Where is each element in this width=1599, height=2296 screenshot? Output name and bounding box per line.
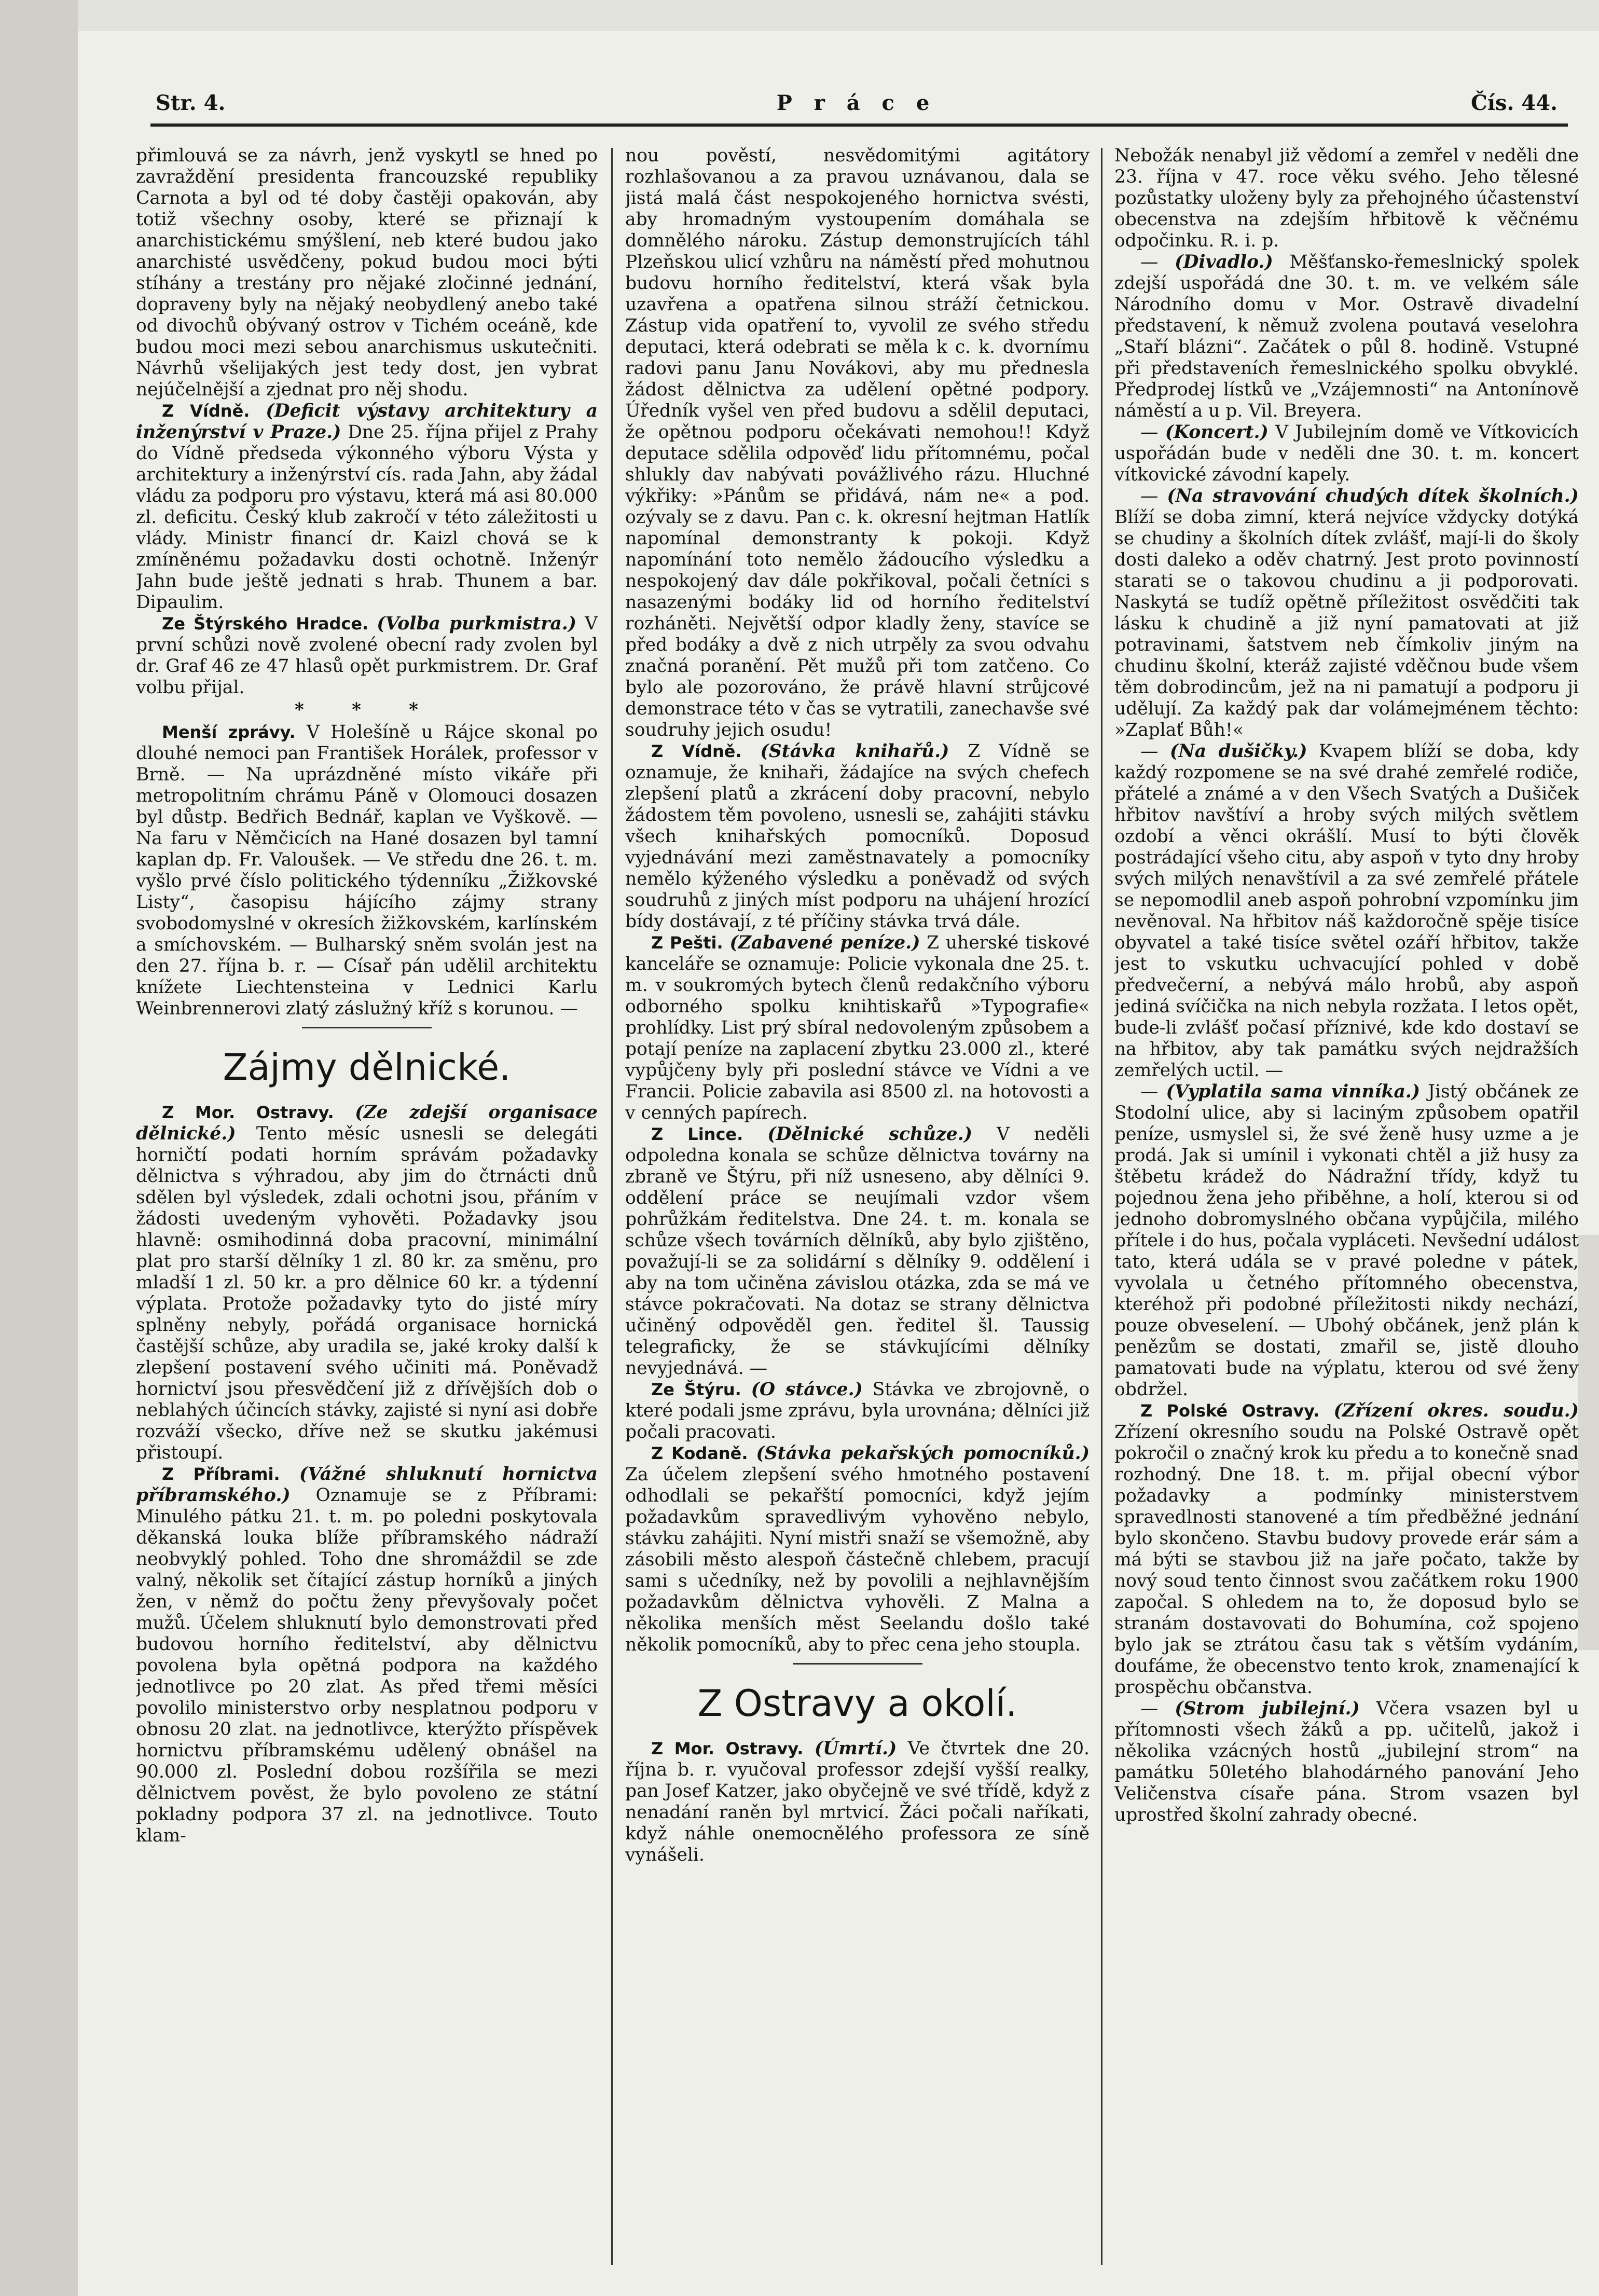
news-item: Z Příbrami. (Vážné shluknutí hornictva příbramského.) Oznamuje se z Příbrami: Minulého pátku 21. t. m. po poledni poskytovala děkanská louka blíže příbramského nádraží neobvyklý pohled. Toho dne shromáždil se zde valný, několik set čítající zástup horníků a jiných žen, v němž do počtu ženy převyšovaly počet mužů. Účelem shluknutí bylo demonstrovati před budovou horního ředitelství, aby dělnictvu povolena byla opětná podpora na každého jednotlivce po 20 zlat. As před třemi měsíci povolilo ministerstvo orby nesplatnou podporu v obnosu 20 zlat. na jednotlivce, kterýžto příspěvek hornictvu příbramskému udělený obnášel na 90.000 zl. Poslední dobou rozšířila se mezi dělnictvem pověst, že bylo povoleno ze státní pokladny podpora 37 zl. na jednotlivce. Touto klam- <box>136 1464 598 1846</box>
news-item: Z Pešti. (Zabavené peníze.) Z uherské tiskové kanceláře se oznamuje: Policie vykonala dne 25. t. m. v soukromých bytech členů redakčního výboru odborného spolku knihtiskařů »Typografie« prohlídky. List prý sbíral nedovoleným způsobem a potají peníze na zaplacení zbytku 23.000 zl., které vypůjčeny byly při poslední stávce ve Vídni a ve Francii. Policie zabavila asi 8500 zl. na hotovosti a v cenných papírech. <box>625 932 1090 1123</box>
news-item: — (Vyplatila sama vinníka.) Jistý občánek ze Stodolní ulice, aby si laciným způsobem opatřil peníze, usmyslel si, že své ženě husy uzme a je prodá. Jak si umínil i vykonati chtěl a již husy za štěbetu krádež do Nádražní třídy, když tu pojednou žena jeho přiběhne, a holí, kterou si od jednoho dobromyslného občana vypůjčila, milého přítele i do hus, počala vypláceti. Nevšední událost tato, která udála se v pravé poledne v pátek, vyvolala u četného přítomného obecenstva, kteréhož při podobné příležitosti nikdy nechází, pouze obveselení. — Ubohý občánek, jenž plán k penězům se dostati, zmařil se, jistě dlouho pamatovati bude na výplatu, kterou od své ženy obdržel. <box>1114 1081 1579 1400</box>
news-item: — (Na stravování chudých dítek školních.) Blíží se doba zimní, která nejvíce vždycky dotýká se chudiny a školních dítek zvlášť, mají-li do školy dosti daleko a oděv chatrný. Jest proto povinností starati se o takovou chudinu a ji podporovati. Naskytá se tudíž opětně příležitost osvědčiti tak lásku k chudině a již nyní pamatovati at již potravinami, šatstvem neb čímkoliv jiným na chudinu školní, kteráž zajisté vděčnou bude všem těm dobrodincům, jež na ni pamatují a podporu ji udělují. Za každý pak dar volámejménem těchto: »Zaplať Bůh!« <box>1114 486 1579 740</box>
column-rule <box>1101 148 1102 2265</box>
news-item: — (Koncert.) V Jubilejním domě ve Vítkovicích uspořádán bude v neděli dne 30. t. m. koncert vítkovické závodní kapely. <box>1114 422 1579 485</box>
news-item: — (Strom jubilejní.) Včera vsazen byl u přítomnosti všech žáků a pp. učitelů, jakož i několika vzácných hostů „jubilejní strom“ na památku 50letého blahodárného panování Jeho Veličenstva císaře pána. Strom vsazen byl uprostřed školní zahrady obecné. <box>1114 1698 1579 1825</box>
page-header <box>156 91 1557 122</box>
news-item: Z Kodaně. (Stávka pekařských pomocníků.) Za účelem zlepšení svého hmotného postavení odhodlali se pekařští pomocníci, když jejím požadavkům spravedlivým vyhověno nebylo, stávku zahájiti. Nyní mistři snaží se všemožně, aby zásobili město alespoň částečně chlebem, pracují sami s učedníky, než by povolili a nejhlavnějším požadavkům dělnictva vyhověli. Z Malna a několika menších měst Seelandu došlo také několik pomocníků, aby to přec cena jeho stoupla. <box>625 1443 1090 1655</box>
column-2 <box>625 145 1090 2278</box>
news-item: Menší zprávy. V Holešíně u Rájce skonal po dlouhé nemoci pan František Horálek, professor v Brně. — Na uprázdněné místo vikáře při metropolitním chrámu Páně v Olomouci dosazen byl důstp. Bedřich Bednář, kaplan ve Vyškově. — Na faru v Němčicích na Hané dosazen byl tamní kaplan dp. Fr. Valoušek. — Ve středu dne 26. t. m. vyšlo prvé číslo politického týdenníku „Žižkovské Listy“, časopisu hájícího zájmy strany svobodomyslné v okresích žižkovském, karlínském a smíchovském. — Bulharský sněm svolán jest na den 27. října b. r. — Císař pán udělil architektu knížete Liechtensteina v Lednici Karlu Weinbrennerovi zlatý záslužný kříž s korunou. — <box>136 722 598 1019</box>
article-text: nou pověstí, nesvědomitými agitátory rozhlašovanou a za pravou uznávanou, dala se jistá malá část nespokojeného hornictva svésti, aby hromadným vystoupením domáhala se domnělého nároku. Zástup demonstrujících táhl Plzeňskou ulicí vzhůru na náměstí před mohutnou budovu horního ředitelství, která však byla uzavřena a opatřena silnou stráží četnickou. Zástup vida opatření to, vyvolil ze svého středu deputaci, která odebrati se měla k c. k. dvornímu radovi panu Janu Novákovi, aby mu přednesla žádost dělnictva za udělení opětné podpory. Úředník vyšel ven před budovu a sdělil deputaci, že opětnou podporu očekávati nemohou!! Když deputace sdělila odpověď lidu přítomnému, počal shlukly dav nabývati povážlivého rázu. Hluchné výkřiky: »Pánům se přidává, nám ne« a pod. ozývaly se z davu. Pan c. k. okresní hejtman Hatlík napomínal demonstranty k pokoji. Když napomínání toto nemělo žádoucího výsledku a nespokojený dav dále pokřikoval, počali četníci s nasazenými bodáky lid od horního ředitelství rozháněti. Největší odpor kladly ženy, stavíce se před bodáky a dvě z nich utrpěly za svou odvahu značná poranění. Pět mužů při tom zatčeno. Co bylo ale pozorováno, že právě hlavní strůjcové demonstrace této v čas se vytratili, zanechavše své soudruhy jejich osudu! <box>625 145 1090 740</box>
section-heading: Zájmy dělnické. <box>223 1046 511 1089</box>
news-item: Z Vídně. (Stávka knihařů.) Z Vídně se oznamuje, že knihaři, žádajíce na svých chefech zlepšení platů a zkrácení doby pracovní, nebylo žádostem těm povoleno, usnesli se, zahájiti stávku všech knihařských pomocníků. Doposud vyjednávání mezi zaměstnavately a pomocníky nemělo kýženého výsledku a poněvadž od svých soudruhů z jiných míst podporu na uhájení hrozící bídy dostávají, z té příčiny stávka trvá dále. <box>625 741 1090 932</box>
news-item: Ze Štýru. (O stávce.) Stávka ve zbrojovně, o které podali jsme zprávu, byla urovnána; dělníci již počali pracovati. <box>625 1379 1090 1442</box>
divider <box>793 1663 922 1665</box>
header-rule <box>150 123 1568 127</box>
binding-shadow <box>0 0 78 2296</box>
next-page-edge <box>1578 1235 1599 1650</box>
divider <box>302 1027 432 1028</box>
news-item: Z Polské Ostravy. (Zřízení okres. soudu.) Zřízení okresního soudu na Polské Ostravě opět pokročil o značný krok ku předu a to konečně snad rozhodný. Dne 18. t. m. přijal obecní výbor požadavky a podmínky ministerstvem spravedlnosti stanovené a tím předběžné jednání bylo skončeno. Stavbu budovy provede erár sám a má býti se stavbou již na jaře počato, takže by nový soud tento činnost svou začátkem roku 1900 započal. S ohledem na to, že doposud bylo se stranám dostavovati do Bohumína, což spojeno bylo jak se ztrátou času tak s větším vydáním, doufáme, že obecenstvo tento krok, znamenající k prospěchu občanstva. <box>1114 1400 1579 1698</box>
news-item: Z Vídně. (Deficit výstavy architektury a inženýrství v Praze.) Dne 25. října přijel z Prahy do Vídně předseda výkonného výboru Výsta y architektury a inženýrství cís. rada Jahn, aby žádal vládu za podporu pro výstavu, která má asi 80.000 zl. deficitu. Český klub zakročí v této záležitosti u vlády. Ministr financí dr. Kaizl chová se k zmíněnému požadavku dosti ochotně. Inženýr Jahn bude ještě jednati s hrab. Thunem a bar. Dipaulim. <box>136 401 598 613</box>
separator-stars: * * * <box>294 699 439 720</box>
news-item: Z Mor. Ostravy. (Ze zdejší organisace dělnické.) Tento měsíc usnesli se delegáti horničtí podati horním správám požadavky dělnictva s výhradou, aby jim do čtrnácti dnů sdělen byl výsledek, zdali ochotni jsou, přáním v žádosti uvedeným vyhověti. Požadavky jsou hlavně: osmihodinná doba pracovní, minimální plat pro starší dělníky 1 zl. 80 kr. za směnu, pro mladší 1 zl. 50 kr. a pro dělnice 60 kr. a týdenní výplata. Protože požadavky tyto do jisté míry splněny nebyly, pořádá organisace hornická častější schůze, aby uradila se, jaké kroky další k zlepšení postavení svého učiniti má. Poněvadž hornictví jsou přesvědčení již z dřívějších dob o neblahých účincích stávky, zajisté si nyní asi dobře rozváží všecko, dříve než se skutku jakémusi přistoupí. <box>136 1102 598 1463</box>
article-text: přimlouvá se za návrh, jenž vyskytl se hned po zavraždění presidenta francouzské republiky Carnota a byl od té doby častěji opakován, aby totiž všechny osoby, které se přiznají k anarchistickému smýšlení, neb které budou jako anarchisté usvědčeny, pokud budou moci býti stíhány a trestány pro nějaké zločinné jednání, dopraveny byly na nějaký neobydlený anebo také od divochů obývaný ostrov v Tichém oceáně, kde budou moci mezi sebou anarchismus uskutečniti. Návrhů všelijakých jest tedy dost, jen vybrat nejúčelnější a zjednat pro něj shodu. <box>136 145 598 400</box>
news-item: Z Lince. (Dělnické schůze.) V neděli odpoledna konala se schůze dělnictva továrny na zbraně ve Štýru, při níž usneseno, aby dělníci 9. oddělení práce se neujímali vzdor všem pohrůžkám ředitelstva. Dne 24. t. m. konala se schůze všech továrních dělníků, aby bylo zjištěno, považují-li se za solidární s dělníky 9. oddělení i aby na tom učiněna závislou otázka, zda se má ve stávce pokračovati. Na dotaz se strany dělnictva učiněný odpověděl gen. ředitel šl. Taussig telegraficky, že se stávkujícími dělníky nevyjednává. — <box>625 1124 1090 1379</box>
column-1 <box>136 145 598 2278</box>
issue-number: Čís. 44. <box>1471 91 1557 115</box>
news-item: — (Na dušičky.) Kvapem blíží se doba, kdy každý rozpomene se na své drahé zemřelé rodiče, přátelé a známé a v den Všech Svatých a Dušiček hřbitov navštíví a hroby svých milých světlem ozdobí a věnci okrášlí. Musí to býti člověk postrádající všeho citu, aby aspoň v tyto dny hroby svých milých nenavštívil a za své zemřelé přátele se nepomodlil aneb aspoň pohrobní vzpomínku jim nevěnoval. Na hřbitov náš každoročně spěje tisíce obyvatel a také tisíce světel ozáří hřbitov, takže jest to vskutku uchvacující pohled v době předvečerní, a nebývá málo hrobů, aby aspoň jediná svíčička na nich nebyla rozžata. I letos opět, bude-li zvlášť počasí příznivé, kde kdo dostaví se na hřbitov, aby tak památku svých nejdražších zemřelých uctil. — <box>1114 741 1579 1081</box>
column-3 <box>1114 145 1579 2278</box>
section-heading: Z Ostravy a okolí. <box>697 1682 1017 1725</box>
news-item: — (Divadlo.) Měšťansko-řemeslnický spolek zdejší uspořádá dne 30. t. m. ve velkém sále Národního domu v Mor. Ostravě divadelní představení, k němuž zvolena poutavá veselohra „Staří blázni“. Začátek o půl 8. hodině. Vstupné při představeních řemeslnického spolku obvyklé. Předprodej lístků ve „Vzájemnosti“ na Antonínově náměstí a u p. Vil. Breyera. <box>1114 252 1579 421</box>
news-item: Z Mor. Ostravy. (Úmrtí.) Ve čtvrtek dne 20. října b. r. vyučoval professor zdejší vyšší realky, pan Josef Katzer, jako obyčejně ve své třídě, když z nenadání raněn byl mrtvicí. Žáci počali naříkati, když náhle onemocnělého professora ze síně vynášeli. <box>625 1738 1090 1865</box>
newspaper-title: P r á c e <box>776 91 937 115</box>
column-rule <box>611 148 613 2265</box>
news-item: Ze Štýrského Hradce. (Volba purkmistra.) V první schůzi nově zvolené obecní rady zvolen byl dr. Graf 46 ze 47 hlasů opět purkmistrem. Dr. Graf volbu přijal. <box>136 613 598 698</box>
page-number: Str. 4. <box>156 91 226 115</box>
article-text: Nebožák nenabyl již vědomí a zemřel v neděli dne 23. října v 47. roce věku svého. Jeho tělesné pozůstatky uloženy byly za přehojného účastenství obecenstva na zdejším hřbitově k věčnému odpočinku. R. i. p. <box>1114 145 1579 251</box>
